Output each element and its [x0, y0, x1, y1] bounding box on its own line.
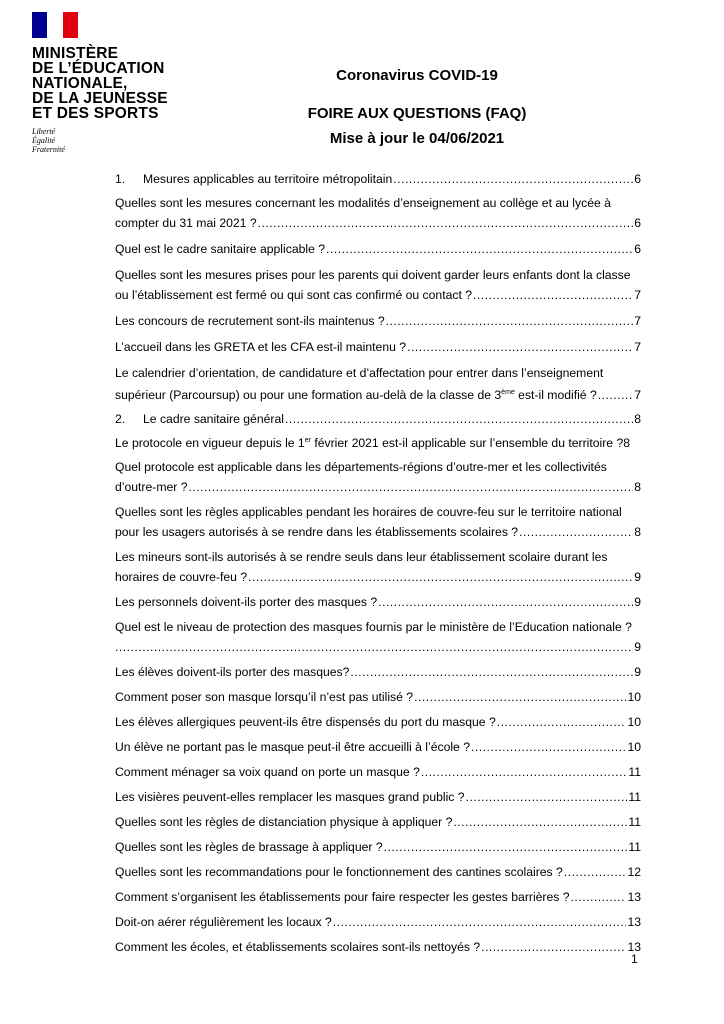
toc-entry[interactable]	[115, 937, 641, 957]
document-subtitle: FOIRE AUX QUESTIONS (FAQ)	[307, 105, 527, 122]
page-ref: 12	[627, 865, 641, 880]
toc-entry[interactable]	[115, 457, 641, 497]
page-ref: 7	[634, 288, 641, 302]
toc-entry[interactable]	[115, 363, 641, 405]
toc-section-1[interactable]	[115, 169, 641, 189]
entry-label: Comment poser son masque lorsqu’il n’est pas utilisé ?	[115, 690, 414, 705]
toc-entry[interactable]	[115, 762, 641, 782]
entry-label: Quelles sont les règles de distanciation physique à appliquer ?	[115, 815, 453, 830]
entry-label: février 2021 est-il applicable sur l’ensemble du territoire ?	[310, 436, 624, 451]
entry-label-cont: horaires de couvre-feu ?	[115, 570, 248, 585]
entry-label-cont: compter du 31 mai 2021 ?	[115, 216, 257, 230]
entry-label: Le calendrier d’orientation, de candidature et d’affectation pour entrer dans l’enseignement	[115, 366, 604, 380]
entry-label: Les élèves doivent-ils porter des masques?	[115, 665, 350, 680]
toc-entry[interactable]	[115, 239, 641, 259]
page-ref: 11	[628, 765, 641, 780]
page-ref: 6	[634, 242, 641, 256]
entry-label-cont: supérieur (Parcoursup) ou pour une formation au-delà de la classe de 3	[115, 388, 502, 403]
toc-entry[interactable]	[115, 265, 641, 305]
page-ref: 6	[634, 172, 641, 186]
republic-motto: Liberté Égalité Fraternité	[32, 127, 65, 154]
entry-label: Comment les écoles, et établissements scolaires sont-ils nettoyés ?	[115, 940, 481, 955]
page-ref: 13	[627, 940, 641, 955]
section-number: 2.	[115, 412, 126, 427]
toc-entry[interactable]	[115, 862, 641, 882]
toc-entry[interactable]	[115, 502, 641, 542]
page-ref: 10	[627, 715, 641, 730]
entry-label: Les élèves allergiques peuvent-ils être dispensés du port du masque ?	[115, 715, 496, 730]
entry-label: Les concours de recrutement sont-ils maintenus ?	[115, 314, 385, 328]
entry-label: Le protocole en vigueur depuis le 1	[115, 436, 305, 451]
superscript: er	[304, 437, 311, 445]
toc-entry[interactable]	[115, 337, 641, 357]
page-ref: 10	[627, 740, 641, 755]
ministry-logo	[32, 12, 192, 154]
page-ref: 9	[634, 665, 641, 680]
page-ref: 8	[634, 480, 641, 495]
entry-label-cont: est-il modifié ?	[514, 388, 597, 403]
entry-label-cont: d’outre-mer ?	[115, 480, 188, 495]
toc-entry[interactable]	[115, 547, 641, 587]
toc-entry[interactable]	[115, 712, 641, 732]
toc-entry[interactable]	[115, 662, 641, 682]
superscript: ème	[501, 389, 515, 396]
entry-label: Doit-on aérer régulièrement les locaux ?	[115, 915, 332, 930]
section-label: Mesures applicables au territoire métropolitain	[143, 172, 393, 186]
entry-label: Quel est le niveau de protection des masques fournis par le ministère de l’Education nationale ?	[115, 620, 632, 635]
page-ref: 9	[634, 595, 641, 610]
page-ref: 8	[634, 525, 641, 540]
entry-label: Comment ménager sa voix quand on porte un masque ?	[115, 765, 420, 780]
toc-entry[interactable]	[115, 431, 641, 453]
toc-entry[interactable]	[115, 311, 641, 331]
page-ref: 7	[634, 340, 641, 354]
toc-entry[interactable]	[115, 617, 641, 657]
entry-label: Les visières peuvent-elles remplacer les masques grand public ?	[115, 790, 465, 805]
entry-label: L’accueil dans les GRETA et les CFA est-il maintenu ?	[115, 340, 407, 354]
toc-entry[interactable]	[115, 837, 641, 857]
page-ref: 6	[634, 216, 641, 230]
entry-label: Quelles sont les recommandations pour le fonctionnement des cantines scolaires ?	[115, 865, 563, 880]
entry-label: Quelles sont les mesures concernant les modalités d’enseignement au collège et au lycée à	[115, 196, 611, 210]
toc-entry[interactable]	[115, 193, 641, 233]
toc-entry[interactable]	[115, 687, 641, 707]
page-number: 1	[631, 952, 638, 966]
update-date: Mise à jour le 04/06/2021	[329, 130, 505, 147]
page-ref: 11	[628, 815, 641, 830]
page-ref: 13	[627, 915, 641, 930]
page-ref: 9	[634, 640, 641, 655]
entry-label: Quelles sont les mesures prises pour les parents qui doivent garder leurs enfants dont la classe	[115, 268, 631, 282]
entry-label-cont: pour les usagers autorisés à se rendre dans les établissements scolaires ?	[115, 525, 519, 540]
page-ref: 9	[634, 570, 641, 585]
entry-label: Un élève ne portant pas le masque peut-il être accueilli à l’école ?	[115, 740, 470, 755]
entry-label: Quelles sont les règles applicables pendant les horaires de couvre-feu sur le territoire national	[115, 505, 622, 520]
entry-label-cont: ou l’établissement est fermé ou qui sont cas confirmé ou contact ?	[115, 288, 473, 302]
page-ref: 7	[634, 314, 641, 328]
french-flag-icon	[32, 12, 78, 38]
table-of-contents	[115, 169, 641, 962]
toc-section-2[interactable]	[115, 409, 641, 429]
toc-entry[interactable]	[115, 912, 641, 932]
toc-entry[interactable]	[115, 812, 641, 832]
page-ref: 7	[634, 388, 641, 403]
page-ref: 11	[628, 790, 641, 805]
page-ref: 11	[628, 840, 641, 855]
toc-entry[interactable]	[115, 887, 641, 907]
entry-label: Les personnels doivent-ils porter des masques ?	[115, 595, 378, 610]
entry-label: Comment s’organisent les établissements pour faire respecter les gestes barrières ?	[115, 890, 570, 905]
entry-label: Quel est le cadre sanitaire applicable ?	[115, 242, 326, 256]
page-ref: 13	[627, 890, 641, 905]
page-ref: 10	[627, 690, 641, 705]
ministry-name: MINISTÈRE DE L’ÉDUCATION NATIONALE, DE LA JEUNESSE ET DES SPORTS	[32, 45, 168, 122]
page-ref: 8	[634, 412, 641, 427]
page-ref: 8	[623, 436, 631, 451]
entry-label: Quelles sont les règles de brassage à appliquer ?	[115, 840, 383, 855]
section-label: Le cadre sanitaire général	[143, 412, 284, 427]
toc-entry[interactable]	[115, 737, 641, 757]
toc-entry[interactable]	[115, 592, 641, 612]
section-number: 1.	[115, 172, 126, 186]
entry-label: Les mineurs sont-ils autorisés à se rendre seuls dans leur établissement scolaire durant les	[115, 550, 608, 565]
document-title: Coronavirus COVID-19	[336, 67, 498, 84]
toc-entry[interactable]	[115, 787, 641, 807]
entry-label: Quel protocole est applicable dans les départements-régions d’outre-mer et les collectivités	[115, 460, 607, 475]
